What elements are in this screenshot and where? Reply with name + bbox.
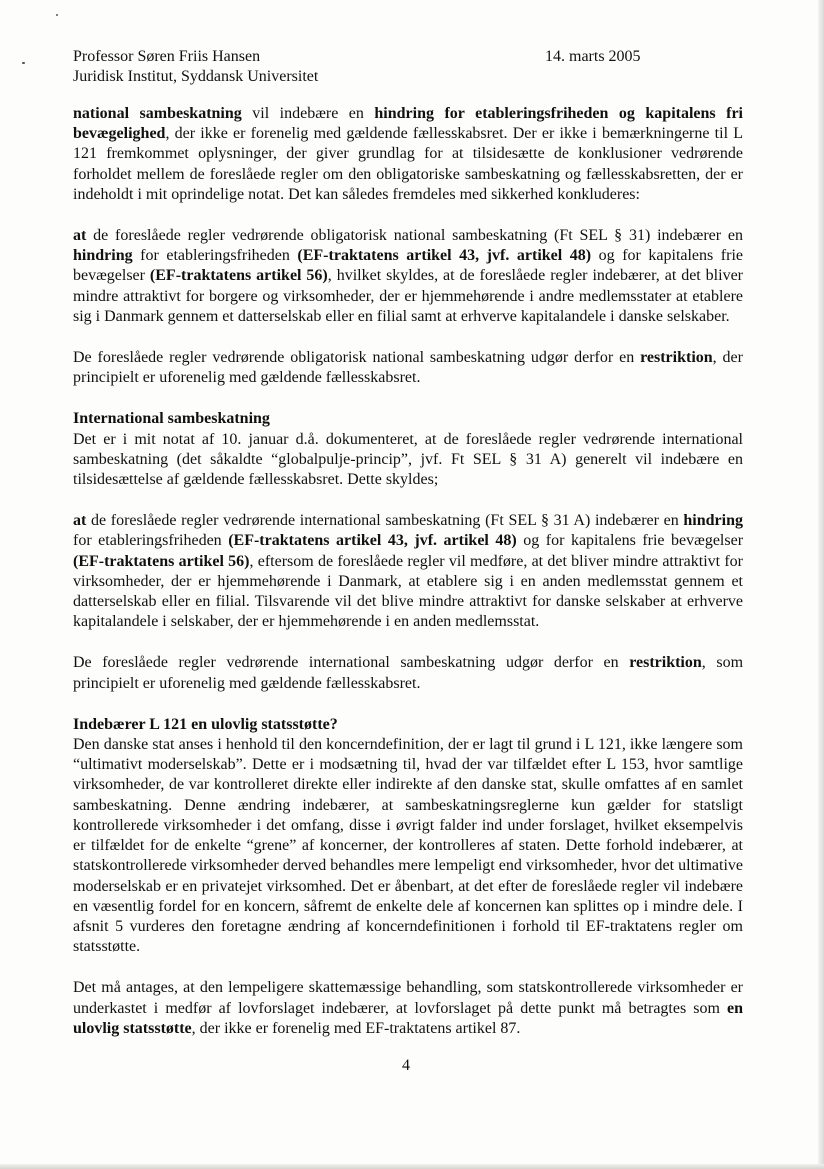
document-body — [73, 104, 743, 1060]
paragraph-international-restriction — [73, 653, 743, 693]
body-text: , der ikke er forenelig med EF-traktatens artikel 87. — [191, 1019, 521, 1037]
scan-edge — [818, 0, 824, 1169]
header-date: 14. marts 2005 — [545, 48, 641, 65]
paragraph-national-conclusion — [73, 104, 743, 205]
header-author-block — [73, 47, 318, 87]
bold-text: restriktion — [640, 349, 713, 367]
scan-speck — [22, 62, 25, 64]
bold-text: hindring for etableringsfriheden og kapitalens fri bevægelighed — [73, 105, 743, 143]
body-text: og for kapitalens frie bevægelser — [73, 247, 744, 285]
body-text: , der principielt er uforenelig med gældende fællesskabsret. — [73, 349, 743, 387]
bold-text: national sambeskatning — [73, 105, 242, 122]
body-text: de foreslåede regler vedrørende obligatorisk national sambeskatning (Ft SEL § 31) indebærer en — [86, 227, 743, 245]
header-institution: Juridisk Institut, Syddansk Universitet — [73, 68, 319, 85]
paragraph-national-restriction — [73, 348, 743, 388]
body-text: , som principielt er uforenelig med gældende fællesskabsret. — [73, 654, 744, 692]
header-author: Professor Søren Friis Hansen — [73, 48, 261, 65]
section-heading: International sambeskatning — [73, 410, 270, 428]
body-text: , hvilket skyldes, at de foreslåede regler indebærer, at det bliver mindre attraktivt for borgere og virksomheder, der er hjemmehørende i andre medlemsstater at etablere sig i Danmark gennem et datterselskab eller en filial samt at erhverve kapitalandele i danske selskaber. — [73, 267, 744, 325]
bold-text: hindring — [683, 512, 743, 530]
body-text: Det må antages, at den lempeligere skattemæssige behandling, som statskontrollerede virksomheder er underkastet i medfør af lovforslaget indebærer, at lovforslaget på dette punkt må betragtes som — [73, 979, 743, 1017]
bold-text: at — [73, 512, 87, 530]
bold-text: (EF-traktatens artikel 56) — [149, 267, 328, 285]
scan-edge — [0, 1164, 824, 1169]
section-international — [73, 409, 743, 490]
bold-text: restriktion — [629, 654, 702, 672]
section-heading: Indebærer L 121 en ulovlig statsstøtte? — [73, 715, 338, 733]
paragraph-state-aid-body: Den danske stat anses i henhold til den koncerndefinition, der er lagt til grund i L 121, ikke længere som “ultimativt moderselskab”. Dette er i modsætning til, hvad der var tilfældet efter L 153, hvor samtlige virksomheder, de var kontrolleret direkte eller indirekte af den danske stat, skulle omfattes af en samlet sambeskatning. Denne ændring indebærer, at sambeskatningsreglerne kun gælder for statsligt kontrollerede virksomheder i det omfang, disse i øvrigt falder ind under forslaget, hvilket eksempelvis er tilfældet for de enkelte “grene” af koncerner, der kontrolleres af staten. Dette forhold indebærer, at statskontrollerede virksomheder derved behandles mere lempeligt end virksomheder, hvor det ultimative moderselskab er en privatejet virksomhed. Det er åbenbart, at det efter de foreslåede regler vil indebære en væsentlig fordel for en koncern, såfremt de enkelte dele af koncernen kan splittes op i mindre dele. I afsnit 5 vurderes den foretagne ændring af koncerndefinitionen i forhold til EF-traktatens regler om statsstøtte. — [73, 736, 743, 956]
bold-text: (EF-traktatens artikel 56) — [73, 552, 250, 570]
body-text: , der ikke er forenelig med gældende fællesskabsret. Der er ikke i bemærkningerne til L 121 fremkommet oplysninger, der giver grundlag for at tilsidesætte de konklusioner vedrørende forholdet mellem de foreslåede regler om den obligatoriske sambeskatning og fællesskabsretten, der er indeholdt i mit oprindelige notat. Det kan således fremdeles med sikkerhed konkluderes: — [73, 125, 743, 203]
body-text: De foreslåede regler vedrørende international sambeskatning udgør derfor en — [73, 654, 630, 672]
body-text: , eftersom de foreslåede regler vil medføre, at det bliver mindre attraktivt for virksomheder, der er hjemmehørende i Danmark, at etablere sig i en anden medlemsstat gennem et datterselskab eller en filial. Tilsvarende vil det blive mindre attraktivt for danske selskaber at erhverve kapitalandele i selskaber, der er hjemmehørende i en anden medlemsstat. — [73, 552, 743, 631]
body-text: for etableringsfriheden — [73, 532, 229, 550]
body-text: de foreslåede regler vedrørende international sambeskatning (Ft SEL § 31 A) indebærer en — [86, 512, 684, 530]
scan-speck — [56, 14, 58, 16]
page-number: 4 — [402, 1057, 410, 1074]
bold-text: hindring — [73, 247, 133, 265]
paragraph-national-hindrance — [73, 226, 743, 327]
paragraph-international-hindrance — [73, 511, 743, 632]
body-text: De foreslåede regler vedrørende obligatorisk national sambeskatning udgør derfor en — [73, 349, 641, 367]
bold-text: at — [73, 227, 87, 245]
bold-text: en ulovlig statsstøtte — [73, 999, 743, 1037]
bold-text: (EF-traktatens artikel 43, jvf. artikel 48) — [297, 247, 592, 265]
bold-text: (EF-traktatens artikel 43, jvf. artikel 48) — [228, 532, 517, 550]
paragraph-international-intro: Det er i mit notat af 10. januar d.å. dokumenteret, at de foreslåede regler vedrørende international sambeskatning (det såkaldte “globalpulje-princip”, jvf. Ft SEL § 31 A) generelt vil indebære en tilsidesættelse af gældende fællesskabsret. Dette skyldes; — [73, 430, 743, 489]
section-state-aid — [73, 715, 743, 957]
paragraph-state-aid-conclusion — [73, 978, 743, 1039]
body-text: for etableringsfriheden — [132, 247, 298, 265]
body-text: og for kapitalens frie bevægelser — [516, 532, 744, 550]
body-text: vil indebære en — [241, 105, 375, 122]
